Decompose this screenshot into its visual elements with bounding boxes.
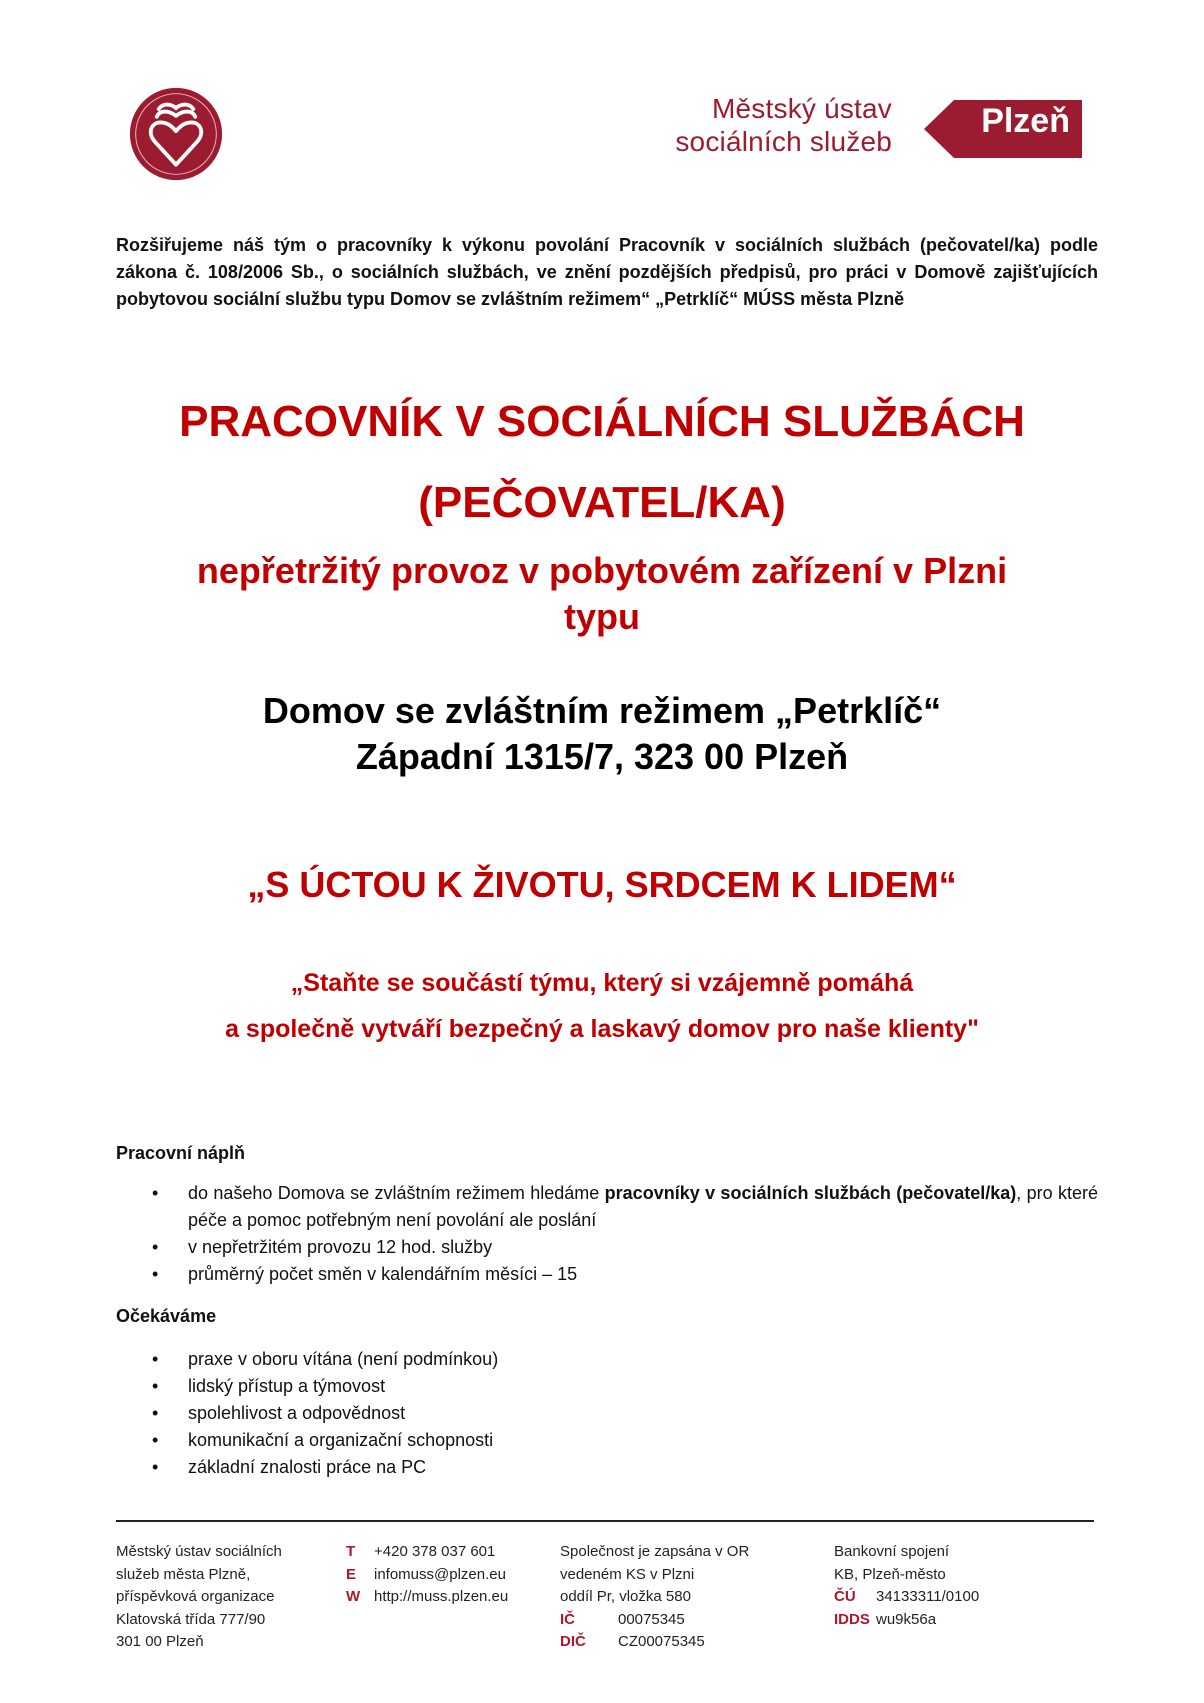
section-heading-job-description: Pracovní náplň bbox=[116, 1143, 246, 1163]
list-item bbox=[116, 1261, 1098, 1288]
footer-registry-line: Společnost je zapsána v OR bbox=[560, 1543, 750, 1560]
footer-bank-line: Bankovní spojení bbox=[834, 1543, 950, 1560]
footer-org-line: služeb města Plzně, bbox=[116, 1565, 251, 1583]
footer-organization bbox=[116, 1541, 282, 1654]
phone-label: T bbox=[346, 1543, 356, 1560]
bullet-icon: • bbox=[152, 1376, 159, 1396]
email-label: E bbox=[346, 1565, 357, 1583]
ic-label: IČ bbox=[560, 1610, 575, 1628]
footer-registry-line: vedeném KS v Plzni bbox=[560, 1565, 695, 1583]
footer-bank-line: KB, Plzeň-město bbox=[834, 1565, 946, 1583]
team-quote bbox=[100, 960, 1104, 1052]
web-link[interactable]: http://muss.plzen.eu bbox=[374, 1588, 509, 1605]
bullet-icon: • bbox=[152, 1264, 159, 1284]
list-item bbox=[116, 1427, 1098, 1454]
heart-emblem-icon bbox=[128, 86, 224, 182]
bullet-icon: • bbox=[152, 1349, 159, 1369]
job-title-line-2: (PEČOVATEL/KA) bbox=[418, 478, 786, 527]
quote-line-2: a společně vytváří bezpečný a laskavý domov pro naše klienty" bbox=[225, 1015, 979, 1043]
list-item bbox=[116, 1454, 1098, 1481]
list-item bbox=[116, 1234, 1098, 1261]
list-item-text: spolehlivost a odpovědnost bbox=[188, 1403, 406, 1423]
list-item-text: lidský přístup a týmovost bbox=[188, 1376, 386, 1396]
intro-paragraph: Rozšiřujeme náš tým o pracovníky k výkonu povolání Pracovník v sociálních službách (pečovatel/ka) podle zákona č. 108/2006 Sb., o sociálních službách, ve znění pozdějších předpisů, pro práci v Domově zajišťujících pobytovou sociální službu typu Domov se zvláštním režimem“ „Petrklíč“ MÚSS města Plzně bbox=[116, 235, 1098, 309]
list-item-text: základní znalosti práce na PC bbox=[188, 1457, 427, 1477]
list-item-text: v nepřetržitém provozu 12 hod. služby bbox=[188, 1237, 493, 1257]
footer-web bbox=[346, 1586, 508, 1609]
job-title-line-1: PRACOVNÍK V SOCIÁLNÍCH SLUŽBÁCH bbox=[179, 397, 1025, 446]
list-item-text: praxe v oboru vítána (není podmínkou) bbox=[188, 1349, 499, 1369]
email-link[interactable]: infomuss@plzen.eu bbox=[374, 1565, 506, 1583]
footer-org-line: Městský ústav sociálních bbox=[116, 1543, 282, 1560]
dic-value: CZ00075345 bbox=[618, 1633, 705, 1650]
motto: „S ÚCTOU K ŽIVOTU, SRDCEM K LIDEM“ bbox=[247, 864, 957, 905]
idds-value: wu9k56a bbox=[876, 1610, 937, 1628]
brand-line-2: sociálních služeb bbox=[675, 126, 892, 157]
footer-registry-line: oddíl Pr, vložka 580 bbox=[560, 1588, 691, 1605]
job-description-list bbox=[116, 1180, 1098, 1288]
list-item-text: komunikační a organizační schopnosti bbox=[188, 1430, 494, 1450]
footer-org-line: 301 00 Plzeň bbox=[116, 1633, 204, 1650]
brand-city: Plzeň bbox=[981, 102, 1070, 140]
footer-phone bbox=[346, 1541, 508, 1564]
subtitle-line-1: nepřetržitý provoz v pobytovém zařízení v Plzni bbox=[196, 550, 1008, 591]
bullet-icon: • bbox=[152, 1457, 159, 1477]
idds-label: IDDS bbox=[834, 1610, 870, 1628]
phone-value[interactable]: +420 378 037 601 bbox=[374, 1543, 496, 1560]
footer-dic bbox=[560, 1631, 749, 1654]
brand-name bbox=[675, 92, 892, 158]
dic-label: DIČ bbox=[560, 1633, 586, 1650]
footer-idds bbox=[834, 1609, 979, 1632]
list-item-text: , pro které péče a pomoc potřebným není povolání ale poslání bbox=[188, 1183, 1098, 1230]
footer-account bbox=[834, 1586, 979, 1609]
account-label: ČÚ bbox=[834, 1588, 856, 1605]
footer-email bbox=[346, 1564, 508, 1587]
footer-registry bbox=[560, 1541, 749, 1654]
quote-line-1: „Staňte se součástí týmu, který si vzájemně pomáhá bbox=[290, 969, 914, 997]
list-item-bold-text: pracovníky v sociálních službách (pečovatel/ka) bbox=[604, 1183, 1017, 1203]
brand-logo bbox=[612, 92, 1082, 162]
bullet-icon: • bbox=[152, 1430, 159, 1450]
footer-contact bbox=[346, 1541, 508, 1609]
brand-line-1: Městský ústav bbox=[712, 93, 892, 124]
web-label: W bbox=[346, 1588, 361, 1605]
address-line-2: Západní 1315/7, 323 00 Plzeň bbox=[355, 736, 849, 777]
bullet-icon: • bbox=[152, 1403, 159, 1423]
ic-value: 00075345 bbox=[618, 1610, 685, 1628]
workplace-address bbox=[100, 688, 1104, 780]
account-value: 34133311/0100 bbox=[876, 1588, 980, 1605]
bullet-icon: • bbox=[152, 1237, 159, 1257]
list-item bbox=[116, 1180, 1098, 1234]
list-item bbox=[116, 1400, 1098, 1427]
section-heading-expectations: Očekáváme bbox=[116, 1306, 217, 1326]
expectations-list bbox=[116, 1346, 1098, 1481]
footer-bank bbox=[834, 1541, 979, 1631]
list-item bbox=[116, 1373, 1098, 1400]
subtitle-line-2: typu bbox=[564, 596, 640, 637]
footer-org-line: příspěvková organizace bbox=[116, 1588, 275, 1605]
footer-divider bbox=[116, 1520, 1094, 1522]
list-item bbox=[116, 1346, 1098, 1373]
footer-ic bbox=[560, 1609, 749, 1632]
list-item-text: průměrný počet směn v kalendářním měsíci – 15 bbox=[188, 1264, 578, 1284]
bullet-icon: • bbox=[152, 1183, 159, 1203]
list-item-text: do našeho Domova se zvláštním režimem hledáme bbox=[188, 1183, 605, 1203]
job-subtitle bbox=[100, 548, 1104, 640]
footer-org-line: Klatovská třída 777/90 bbox=[116, 1610, 266, 1628]
address-line-1: Domov se zvláštním režimem „Petrklíč“ bbox=[262, 690, 942, 731]
